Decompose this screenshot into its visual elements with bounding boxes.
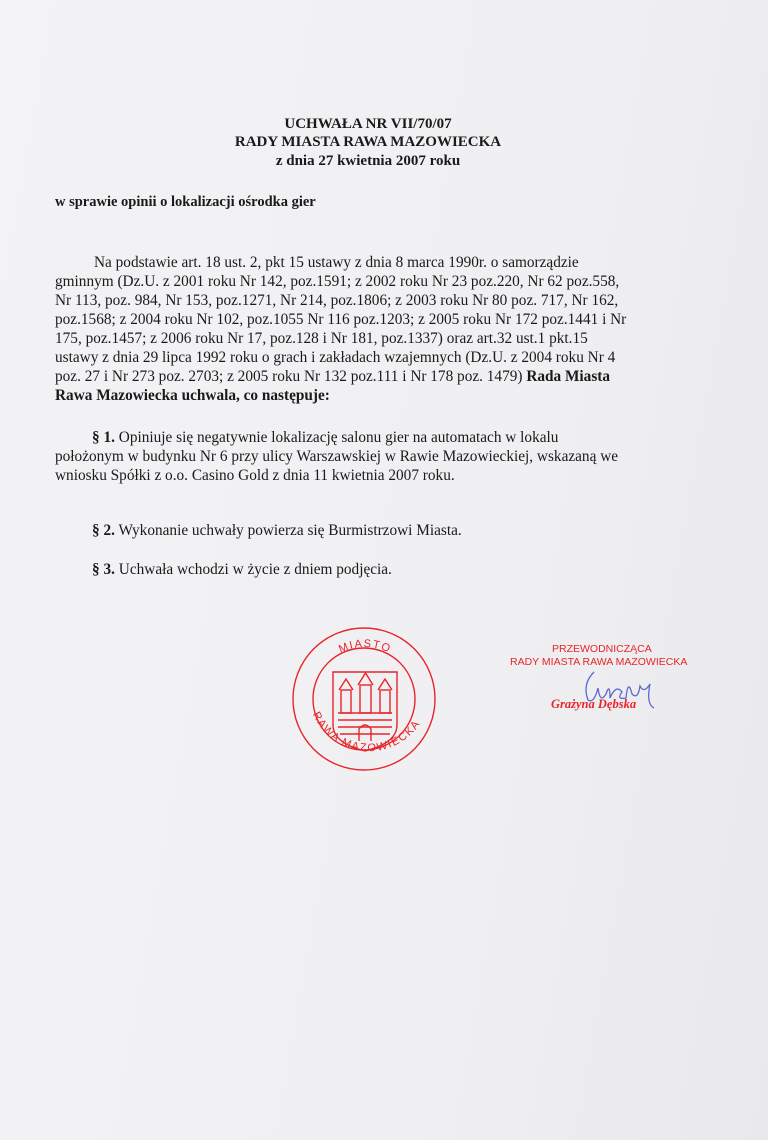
resolution-date: z dnia 27 kwietnia 2007 roku [275,153,461,169]
section-3 [92,560,392,579]
svg-text:MIASTO [337,638,393,656]
preamble-line [55,367,610,386]
preamble-line: ustawy z dnia 29 lipca 1992 roku o grach i zakładach wzajemnych (Dz.U. z 2004 roku Nr 4 [55,349,616,366]
resolution-number: UCHWAŁA NR VII/70/07 [284,116,452,132]
section-2 [92,521,462,540]
svg-text:RAWA MAZOWIECKA [310,710,423,754]
section-mark: § 1. [92,429,115,446]
stamp-bottom-text: RAWA MAZOWIECKA [309,710,424,755]
preamble-line: 175, poz.1457; z 2006 roku Nr 17, poz.128 i Nr 181, poz.1337) oraz art.32 ust.1 pkt.15 [55,330,588,347]
signatory-name: Grażyna Dębska [551,697,637,711]
city-seal-stamp [290,625,440,775]
stamp-top-text: MIASTO [336,637,394,656]
section-line [92,428,558,447]
preamble-line: Nr 113, poz. 984, Nr 153, poz.1271, Nr 214, poz.1806; z 2003 roku Nr 80 poz. 717, Nr 162, [55,292,619,309]
subject: w sprawie opinii o lokalizacji ośrodka gier [55,194,316,210]
signatory-role: PRZEWODNICZĄCA [552,643,652,655]
preamble-bold: Rada Miasta [526,368,611,385]
preamble-line: Na podstawie art. 18 ust. 2, pkt 15 ustawy z dnia 8 marca 1990r. o samorządzie [94,254,579,271]
section-text: Opiniuje się negatywnie lokalizację salonu gier na automatach w lokalu [118,429,559,446]
section-line: wniosku Spółki z o.o. Casino Gold z dnia 11 kwietnia 2007 roku. [55,467,455,484]
section-text: Uchwała wchodzi w życie z dniem podjęcia. [118,561,392,578]
preamble-line: gminnym (Dz.U. z 2001 roku Nr 142, poz.1591; z 2002 roku Nr 23 poz.220, Nr 62 poz.558, [55,273,620,290]
preamble-text: poz. 27 i Nr 273 poz. 2703; z 2005 roku Nr 132 poz.111 i Nr 178 poz. 1479) [55,368,523,385]
signatory-council: RADY MIASTA RAWA MAZOWIECKA [510,656,688,668]
section-mark: § 2. [92,522,115,539]
section-mark: § 3. [92,561,115,578]
preamble-line: poz.1568; z 2004 roku Nr 102, poz.1055 Nr 116 poz.1203; z 2005 roku Nr 172 poz.1441 i Nr [55,311,627,328]
section-line: położonym w budynku Nr 6 przy ulicy Warszawskiej w Rawie Mazowieckiej, wskazaną we [55,448,619,465]
preamble-bold-line: Rawa Mazowiecka uchwala, co następuje: [55,387,330,404]
section-text: Wykonanie uchwały powierza się Burmistrzowi Miasta. [118,522,462,539]
council-name: RADY MIASTA RAWA MAZOWIECKA [234,134,502,150]
